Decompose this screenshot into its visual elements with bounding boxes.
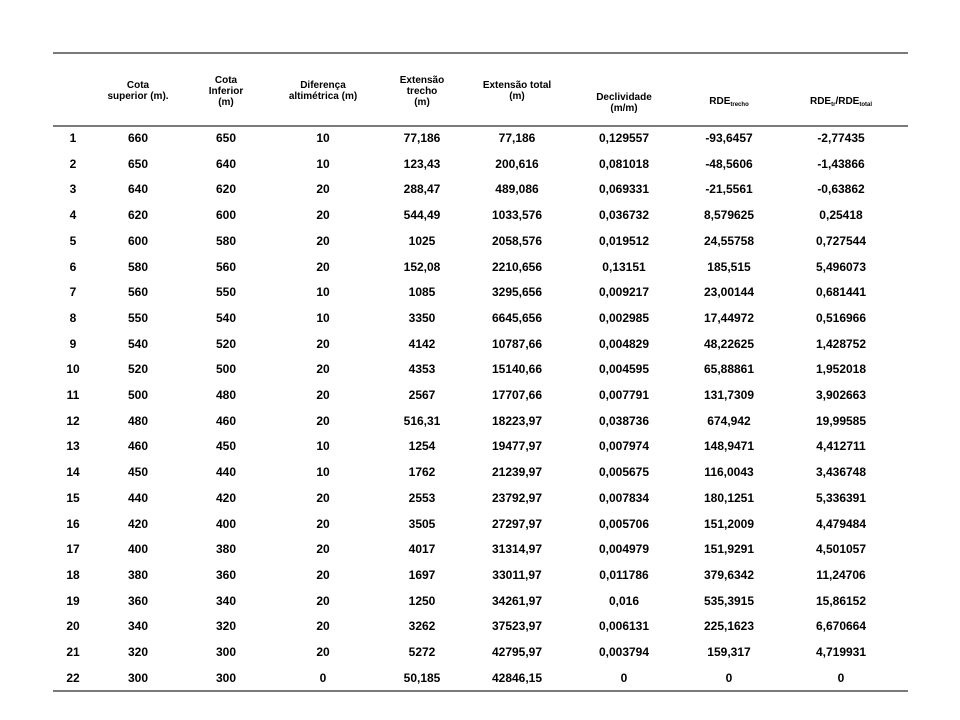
cell-ext_total: 77,186 (498, 131, 536, 145)
cell-cota_inf: 440 (215, 465, 237, 480)
cell-n: 20 (66, 619, 80, 634)
cell-ext_total: 42795,97 (491, 645, 543, 659)
cell-rde_ratio: 19,99585 (815, 413, 867, 428)
cell-ext_total: 6645,656 (491, 310, 543, 325)
cell-cota_inf: 480 (215, 388, 237, 402)
cell-rde_ratio: 3,902663 (815, 388, 867, 402)
cell-cota_inf: 620 (215, 182, 237, 197)
cell-cota_inf: 300 (215, 670, 237, 685)
cell-dif: 10 (316, 465, 330, 480)
cell-rde_ratio: -0,63862 (817, 182, 865, 197)
cell-cota_sup: 360 (127, 593, 149, 608)
cell-n: 2 (69, 156, 77, 171)
table-row (0, 331, 960, 357)
cell-ext_trecho: 3505 (408, 516, 436, 531)
column-header-line: Cota (126, 80, 150, 91)
cell-cota_sup: 550 (127, 310, 149, 325)
cell-ext_trecho: 50,185 (403, 670, 441, 685)
cell-rde_ratio: 0,727544 (815, 233, 867, 248)
cell-rde_trecho: 148,9471 (703, 439, 755, 454)
table-row (0, 588, 960, 614)
column-header-line: Cota (214, 74, 238, 86)
cell-rde_ratio: -2,77435 (817, 131, 865, 145)
table-row (0, 639, 960, 665)
cell-rde_ratio: 0,681441 (815, 285, 867, 300)
cell-n: 6 (69, 259, 77, 274)
cell-dif: 20 (316, 182, 330, 197)
cell-dif: 20 (316, 362, 330, 377)
table-top-rule (53, 52, 908, 54)
table-row (0, 305, 960, 331)
cell-ext_trecho: 4142 (408, 336, 436, 351)
cell-cota_sup: 650 (127, 156, 149, 171)
cell-decl: 0,007834 (598, 490, 650, 505)
cell-ext_total: 37523,97 (491, 619, 543, 634)
cell-cota_sup: 660 (127, 131, 149, 145)
cell-n: 22 (66, 670, 80, 685)
cell-rde_ratio: 5,496073 (815, 259, 867, 274)
column-header-line: Declividade (596, 92, 652, 103)
cell-rde_ratio: 6,670664 (815, 619, 867, 634)
cell-rde_ratio: 4,719931 (815, 645, 867, 659)
header-subscript: total (859, 101, 873, 108)
cell-decl: 0,009217 (598, 285, 650, 300)
table-row (0, 125, 960, 151)
cell-ext_trecho: 152,08 (403, 259, 441, 274)
header-subscript: tr (831, 101, 836, 108)
cell-n: 1 (69, 131, 77, 145)
cell-rde_trecho: -48,5606 (705, 156, 753, 171)
cell-ext_total: 33011,97 (492, 567, 542, 582)
cell-decl: 0,007974 (598, 439, 650, 454)
cell-rde_trecho: 180,1251 (703, 490, 755, 505)
cell-ext_trecho: 1085 (408, 285, 436, 300)
cell-ext_total: 200,616 (495, 156, 539, 171)
cell-ext_trecho: 1697 (408, 567, 436, 582)
cell-rde_trecho: 65,88861 (703, 362, 755, 377)
cell-cota_sup: 580 (127, 259, 149, 274)
cell-ext_total: 3295,656 (491, 285, 543, 300)
cell-dif: 10 (316, 156, 330, 171)
cell-decl: 0,004595 (598, 362, 650, 377)
cell-dif: 10 (316, 439, 330, 454)
table-row (0, 228, 960, 254)
cell-rde_trecho: 23,00144 (703, 285, 755, 300)
cell-ext_trecho: 3350 (408, 310, 436, 325)
cell-ext_total: 21239,97 (491, 465, 543, 480)
cell-decl: 0,005706 (598, 516, 650, 531)
cell-ext_total: 19477,97 (491, 439, 543, 454)
cell-n: 14 (66, 465, 80, 480)
cell-cota_inf: 650 (215, 131, 237, 145)
cell-n: 19 (66, 593, 80, 608)
column-header-line: (m) (218, 96, 234, 108)
cell-rde_trecho: -93,6457 (705, 131, 753, 145)
cell-decl: 0,011786 (599, 567, 649, 582)
cell-cota_sup: 340 (127, 619, 149, 634)
cell-ext_total: 18223,97 (491, 413, 543, 428)
cell-cota_sup: 540 (127, 336, 149, 351)
column-header-ext_trecho (400, 60, 444, 122)
cell-cota_inf: 300 (215, 645, 237, 659)
cell-dif: 20 (316, 233, 330, 248)
cell-n: 10 (66, 362, 80, 377)
cell-n: 13 (66, 439, 80, 454)
cell-cota_inf: 320 (215, 619, 237, 634)
cell-decl: 0,069331 (598, 182, 650, 197)
cell-decl: 0 (620, 670, 628, 685)
cell-n: 3 (69, 182, 77, 197)
table-row (0, 279, 960, 305)
cell-ext_total: 34261,97 (491, 593, 543, 608)
cell-rde_trecho: 674,942 (707, 413, 751, 428)
column-header-line: (m/m) (610, 103, 638, 114)
table-row (0, 459, 960, 485)
cell-cota_inf: 460 (215, 413, 237, 428)
table-row (0, 202, 960, 228)
cell-rde_ratio: 0 (837, 670, 845, 685)
cell-dif: 20 (316, 490, 330, 505)
cell-dif: 20 (316, 259, 330, 274)
cell-decl: 0,13151 (602, 259, 646, 274)
cell-cota_sup: 380 (127, 567, 149, 582)
cell-rde_ratio: 0,25418 (819, 208, 863, 223)
cell-decl: 0,002985 (598, 310, 650, 325)
column-header-line: Extensão total (482, 80, 552, 91)
cell-cota_sup: 480 (127, 413, 149, 428)
cell-cota_inf: 540 (215, 310, 237, 325)
cell-rde_trecho: 151,2009 (703, 516, 755, 531)
cell-rde_ratio: 5,336391 (815, 490, 867, 505)
cell-ext_total: 42846,15 (491, 670, 543, 685)
table-row (0, 511, 960, 537)
cell-dif: 20 (316, 388, 330, 402)
cell-cota_inf: 560 (215, 259, 237, 274)
cell-ext_trecho: 2553 (408, 490, 436, 505)
cell-rde_trecho: 24,55758 (703, 233, 755, 248)
cell-rde_trecho: 116,0043 (704, 465, 754, 480)
cell-ext_trecho: 544,49 (403, 208, 441, 223)
cell-decl: 0,004979 (598, 542, 650, 557)
cell-rde_trecho: 379,6342 (703, 567, 755, 582)
cell-rde_ratio: 15,86152 (815, 593, 867, 608)
cell-dif: 20 (316, 593, 330, 608)
cell-dif: 20 (316, 413, 330, 428)
column-header-cota_sup (107, 60, 168, 122)
cell-rde_trecho: 535,3915 (703, 593, 755, 608)
cell-decl: 0,007791 (598, 388, 650, 402)
cell-cota_sup: 640 (127, 182, 149, 197)
cell-dif: 20 (316, 516, 330, 531)
cell-cota_inf: 500 (215, 362, 237, 377)
cell-ext_trecho: 516,31 (403, 413, 441, 428)
cell-decl: 0,003794 (598, 645, 650, 659)
header-text: RDE (809, 95, 832, 107)
cell-cota_inf: 520 (215, 336, 237, 351)
column-header-line: Diferença (300, 80, 346, 91)
cell-ext_trecho: 1254 (408, 439, 436, 454)
cell-ext_total: 2210,656 (491, 259, 543, 274)
cell-ext_trecho: 1025 (408, 233, 436, 248)
cell-ext_trecho: 288,47 (403, 182, 441, 197)
cell-ext_total: 23792,97 (491, 490, 543, 505)
cell-dif: 10 (316, 310, 330, 325)
cell-n: 12 (66, 413, 80, 428)
cell-cota_inf: 340 (215, 593, 237, 608)
cell-cota_inf: 580 (215, 233, 237, 248)
column-header-dif (289, 60, 357, 122)
cell-dif: 10 (316, 131, 330, 145)
cell-cota_inf: 640 (215, 156, 237, 171)
cell-dif: 20 (316, 336, 330, 351)
cell-ext_trecho: 77,186 (403, 131, 441, 145)
cell-n: 7 (69, 285, 77, 300)
cell-ext_total: 489,086 (495, 182, 539, 197)
cell-decl: 0,081018 (598, 156, 650, 171)
cell-cota_sup: 400 (127, 542, 149, 557)
cell-dif: 20 (316, 645, 330, 659)
table-row (0, 665, 960, 691)
column-header-ext_total (483, 60, 551, 122)
cell-ext_total: 15140,66 (491, 362, 543, 377)
cell-ext_total: 10787,66 (491, 336, 543, 351)
table-row (0, 356, 960, 382)
cell-decl: 0,016 (608, 593, 640, 608)
cell-decl: 0,005675 (598, 465, 650, 480)
table-row (0, 433, 960, 459)
cell-rde_trecho: 151,9291 (703, 542, 755, 557)
cell-n: 9 (69, 336, 77, 351)
cell-rde_ratio: 0,516966 (815, 310, 867, 325)
cell-cota_sup: 460 (127, 439, 149, 454)
cell-decl: 0,036732 (598, 208, 650, 223)
cell-n: 18 (66, 567, 80, 582)
cell-ext_trecho: 2567 (408, 388, 436, 402)
cell-decl: 0,038736 (598, 413, 650, 428)
cell-ext_trecho: 3262 (408, 619, 436, 634)
cell-cota_sup: 450 (127, 465, 149, 480)
cell-cota_inf: 380 (215, 542, 237, 557)
cell-rde_ratio: 11,24706 (816, 567, 866, 582)
cell-rde_trecho: 0 (725, 670, 733, 685)
cell-ext_total: 17707,66 (491, 388, 543, 402)
header-text: /RDE (835, 95, 860, 107)
cell-cota_sup: 560 (127, 285, 149, 300)
cell-cota_sup: 600 (127, 233, 149, 248)
cell-rde_trecho: -21,5561 (705, 182, 753, 197)
cell-cota_sup: 500 (127, 388, 149, 402)
cell-ext_trecho: 5272 (408, 645, 436, 659)
table-row (0, 536, 960, 562)
column-header-line: (m) (414, 96, 430, 108)
cell-rde_ratio: 4,479484 (815, 516, 867, 531)
cell-n: 21 (66, 645, 80, 659)
header-subscript: trecho (730, 101, 749, 108)
cell-ext_total: 31314,97 (491, 542, 543, 557)
column-header-line: trecho (406, 85, 438, 97)
cell-n: 15 (66, 490, 80, 505)
table-row (0, 382, 960, 408)
table-row (0, 562, 960, 588)
header-text: RDE (709, 95, 731, 107)
cell-ext_total: 2058,576 (491, 233, 543, 248)
cell-dif: 20 (316, 542, 330, 557)
column-header-line: altimétrica (m) (288, 91, 358, 102)
cell-rde_trecho: 131,7309 (703, 388, 755, 402)
table-row (0, 176, 960, 202)
cell-ext_trecho: 1250 (408, 593, 436, 608)
cell-n: 17 (66, 542, 80, 557)
cell-dif: 0 (319, 670, 327, 685)
cell-rde_trecho: 8,579625 (703, 208, 755, 223)
cell-rde_ratio: 1,952018 (815, 362, 867, 377)
cell-cota_inf: 450 (215, 439, 237, 454)
cell-n: 8 (69, 310, 77, 325)
table-row (0, 613, 960, 639)
table-row (0, 485, 960, 511)
cell-cota_sup: 420 (127, 516, 149, 531)
cell-cota_sup: 440 (127, 490, 149, 505)
cell-dif: 20 (316, 208, 330, 223)
cell-n: 11 (66, 388, 80, 402)
cell-decl: 0,004829 (598, 336, 650, 351)
cell-cota_sup: 300 (127, 670, 149, 685)
cell-cota_inf: 400 (215, 516, 237, 531)
cell-ext_total: 1033,576 (491, 208, 543, 223)
cell-rde_ratio: 4,412711 (816, 439, 866, 454)
cell-ext_trecho: 1762 (408, 465, 436, 480)
cell-decl: 0,129557 (598, 131, 650, 145)
cell-rde_ratio: -1,43866 (817, 156, 865, 171)
cell-rde_ratio: 4,501057 (815, 542, 867, 557)
cell-rde_trecho: 17,44972 (703, 310, 755, 325)
cell-cota_inf: 360 (215, 567, 237, 582)
cell-dif: 20 (316, 619, 330, 634)
cell-cota_sup: 520 (127, 362, 149, 377)
table-row (0, 408, 960, 434)
cell-cota_inf: 600 (215, 208, 237, 223)
cell-rde_trecho: 225,1623 (703, 619, 755, 634)
cell-cota_sup: 320 (127, 645, 149, 659)
cell-decl: 0,019512 (598, 233, 650, 248)
cell-cota_sup: 620 (127, 208, 149, 223)
cell-rde_trecho: 185,515 (707, 259, 751, 274)
cell-ext_total: 27297,97 (491, 516, 543, 531)
column-header-cota_inf (209, 60, 243, 122)
cell-dif: 20 (316, 567, 330, 582)
cell-decl: 0,006131 (598, 619, 650, 634)
cell-cota_inf: 550 (215, 285, 237, 300)
table-row (0, 254, 960, 280)
cell-rde_ratio: 1,428752 (815, 336, 867, 351)
column-header-line: Inferior (208, 85, 244, 97)
cell-rde_trecho: 48,22625 (703, 336, 755, 351)
cell-n: 16 (66, 516, 80, 531)
column-header-line: Extensão (399, 74, 445, 86)
cell-ext_trecho: 4017 (408, 542, 436, 557)
table-row (0, 151, 960, 177)
cell-rde_ratio: 3,436748 (815, 465, 867, 480)
cell-n: 5 (69, 233, 77, 248)
column-header-line: (m) (509, 91, 525, 102)
cell-cota_inf: 420 (215, 490, 237, 505)
cell-ext_trecho: 123,43 (403, 156, 441, 171)
column-header-line: superior (m). (107, 91, 169, 102)
cell-n: 4 (69, 208, 77, 223)
cell-rde_trecho: 159,317 (707, 645, 751, 659)
cell-dif: 10 (316, 285, 330, 300)
cell-ext_trecho: 4353 (408, 362, 436, 377)
